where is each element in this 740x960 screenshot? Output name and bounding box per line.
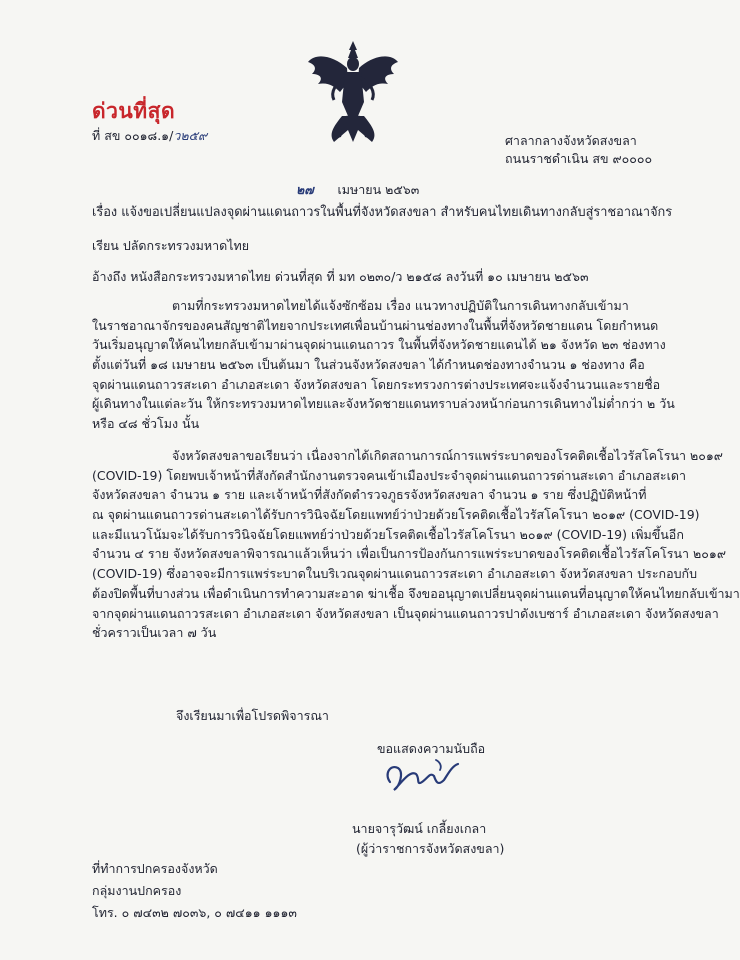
office-street: ถนนราชดำเนิน สข ๙๐๐๐๐ — [505, 151, 653, 166]
garuda-left-wing — [308, 56, 348, 92]
date-day-handwritten: ๒๗ — [296, 182, 314, 197]
closing-request: จึงเรียนมาเพื่อโปรดพิจารณา — [176, 708, 329, 723]
issuing-office-address — [505, 132, 652, 168]
document-number — [92, 127, 207, 145]
letter-date — [296, 181, 419, 199]
garuda-head — [347, 57, 359, 71]
paragraph-line: ชั่วคราวเป็นเวลา ๗ วัน — [92, 625, 217, 641]
urgency-stamp: ด่วนที่สุด — [92, 99, 176, 123]
paragraph-line: จังหวัดสงขลา จำนวน ๑ ราย และเจ้าหน้าที่สังกัดตำรวจภูธรจังหวัดสงขลา จำนวน ๑ ราย ซึ่งปฏิบัติหน้าที่ — [92, 487, 647, 503]
paragraph-line: (COVID-19) ซึ่งอาจจะมีการแพร่ระบาดในบริเวณจุดผ่านแดนถาวรสะเดา อำเภอสะเดา จังหวัดสงขลา ประกอบกับ — [92, 566, 698, 582]
garuda-crown — [348, 41, 358, 58]
paragraph-line: วันเริ่มอนุญาตให้คนไทยกลับเข้ามาผ่านจุดผ่านแดนถาวร ในพื้นที่จังหวัดชายแดนได้ ๒๑ จังหวัด ๒๓ ช่องทาง — [92, 337, 666, 353]
paragraph-line: ตามที่กระทรวงมหาดไทยได้แจ้งซักซ้อม เรื่อง แนวทางปฏิบัติในการเดินทางกลับเข้ามา — [172, 298, 629, 313]
footer-office: ที่ทำการปกครองจังหวัด — [92, 861, 218, 876]
signer-title: (ผู้ว่าราชการจังหวัดสงขลา) — [356, 841, 505, 856]
signer-name: นายจารุวัฒน์ เกลี้ยงเกลา — [352, 821, 487, 836]
reference-line: อ้างถึง หนังสือกระทรวงมหาดไทย ด่วนที่สุด ที่ มท ๐๒๓๐/ว ๒๑๕๘ ลงวันที่ ๑๐ เมษายน ๒๕๖๓ — [92, 269, 589, 284]
paragraph-line: ณ จุดผ่านแดนถาวรด่านสะเดาได้รับการวินิจฉัยโดยแพทย์ว่าป่วยด้วยโรคติดเชื้อไวรัสโคโรนา ๒๐๑๙ (COVID-19) — [92, 507, 700, 523]
garuda-emblem-icon — [304, 38, 402, 146]
body-paragraph-1 — [92, 296, 675, 434]
issuing-office: ศาลากลางจังหวัดสงขลา — [505, 133, 637, 148]
document-number-prefix: ที่ สข ๐๐๑๘.๑/ — [92, 128, 174, 143]
date-month-year: เมษายน ๒๕๖๓ — [337, 182, 420, 197]
paragraph-line: ผู้เดินทางในแต่ละวัน ให้กระทรวงมหาดไทยและจังหวัดชายแดนทราบล่วงหน้าก่อนการเดินทางไม่ต่ำกว่า ๒ วัน — [92, 396, 675, 412]
subject-line: เรื่อง แจ้งขอเปลี่ยนแปลงจุดผ่านแดนถาวรในพื้นที่จังหวัดสงขลา สำหรับคนไทยเดินทางกลับสู่ราชอาณาจักร — [92, 205, 673, 220]
paragraph-line: ต้องปิดพื้นที่บางส่วน เพื่อดำเนินการทำความสะอาด ฆ่าเชื้อ จึงขออนุญาตเปลี่ยนจุดผ่านแดนที่อนุญาตให้คนไทยกลับเข้ามา — [92, 585, 740, 601]
paragraph-line: และมีแนวโน้มจะได้รับการวินิจฉัยโดยแพทย์ว่าป่วยด้วยโรคติดเชื้อไวรัสโคโรนา ๒๐๑๙ (COVID-19) เพิ่มขึ้นอีก — [92, 526, 684, 542]
document-number-handwritten: ว๒๕๙ — [173, 128, 208, 143]
paragraph-line: จากจุดผ่านแดนถาวรสะเดา อำเภอสะเดา จังหวัดสงขลา เป็นจุดผ่านแดนถาวรปาดังเบซาร์ อำเภอสะเดา จังหวัดสงขลา — [92, 605, 719, 621]
paragraph-line: ตั้งแต่วันที่ ๑๘ เมษายน ๒๕๖๓ เป็นต้นมา ในส่วนจังหวัดสงขลา ได้กำหนดช่องทางจำนวน ๑ ช่องทาง คือ — [92, 357, 645, 373]
handwritten-signature — [376, 752, 466, 802]
body-paragraph-2 — [92, 446, 740, 643]
garuda-tail — [332, 116, 375, 142]
footer-division: กลุ่มงานปกครอง — [92, 883, 182, 898]
garuda-right-wing — [358, 56, 398, 92]
recipient-line: เรียน ปลัดกระทรวงมหาดไทย — [92, 238, 250, 253]
paragraph-line: จำนวน ๔ ราย จังหวัดสงขลาพิจารณาแล้วเห็นว่า เพื่อเป็นการป้องกันการแพร่ระบาดของโรคติดเชื้อไวรัสโคโรนา ๒๐๑๙ — [92, 546, 727, 562]
closing-regards: ขอแสดงความนับถือ — [377, 741, 486, 756]
paragraph-line: จังหวัดสงขลาขอเรียนว่า เนื่องจากได้เกิดสถานการณ์การแพร่ระบาดของโรคติดเชื้อไวรัสโคโรนา ๒๐๑๙ — [172, 448, 723, 463]
paragraph-line: ในราชอาณาจักรของคนสัญชาติไทยจากประเทศเพื่อนบ้านผ่านช่องทางในพื้นที่จังหวัดชายแดน โดยกำหนด — [92, 317, 659, 333]
footer-phone: โทร. ๐ ๗๔๓๒ ๗๐๓๖, ๐ ๗๔๑๑ ๑๑๑๓ — [92, 905, 297, 920]
paragraph-line: (COVID-19) โดยพบเจ้าหน้าที่สังกัดสำนักงานตรวจคนเข้าเมืองประจำจุดผ่านแดนถาวรด่านสะเดา อำเภอสะเดา — [92, 467, 687, 483]
paragraph-line: หรือ ๔๘ ชั่วโมง นั้น — [92, 416, 200, 432]
paragraph-line: จุดผ่านแดนถาวรสะเดา อำเภอสะเดา จังหวัดสงขลา โดยกระทรวงการต่างประเทศจะแจ้งจำนวนและรายชื่อ — [92, 376, 661, 392]
